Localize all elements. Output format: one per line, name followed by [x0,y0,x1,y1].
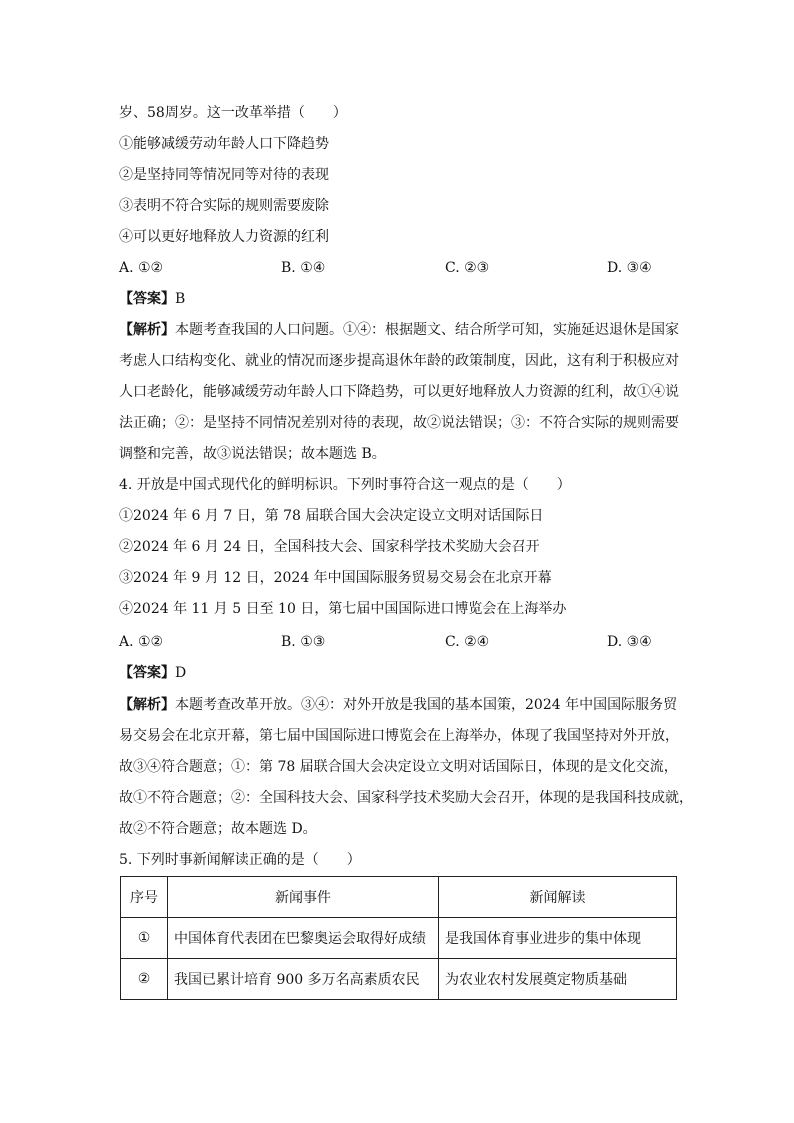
row-interpretation: 为农业农村发展奠定物质基础 [439,959,677,1000]
table-row [121,918,677,959]
q4-option-a: A. ①② [119,634,164,650]
answer-tag: 【答案】 [119,291,175,307]
q4-statement-2: ②2024 年 6 月 24 日，全国科技大会、国家科学技术奖励大会召开 [119,539,540,555]
q3-statement-3: ③表明不符合实际的规则需要废除 [119,198,329,214]
header-event: 新闻事件 [168,877,439,918]
answer-tag: 【答案】 [119,665,175,681]
q3-options [119,258,679,278]
q3-analysis-line-5: 调整和完善，故③说法错误；故本题选 B。 [119,446,386,462]
q4-analysis-line-4: 故①不符合题意；②：全国科技大会、国家科学技术奖励大会召开，体现的是我国科技成就， [119,790,693,806]
table-row [121,959,677,1000]
analysis-text: 本题考查我国的人口问题。①④：根据题文、结合所学可知，实施延迟退休是国家 [175,322,679,338]
q4-analysis-line-1 [119,695,677,715]
row-event: 中国体育代表团在巴黎奥运会取得好成绩 [168,918,439,959]
q5-stem: 5. 下列时事新闻解读正确的是（ ） [119,852,361,868]
row-number: ① [121,918,168,959]
analysis-tag: 【解析】 [119,322,175,338]
q3-answer [119,289,185,309]
q3-analysis-line-2: 考虑人口结构变化、就业的情况而逐步提高退休年龄的政策制度，因此，这有利于积极应对 [119,353,679,369]
row-event: 我国已累计培育 900 多万名高素质农民 [168,959,439,1000]
q3-stem-tail: 岁、58周岁。这一改革举措（ ） [119,105,347,121]
q4-statement-4: ④2024 年 11 月 5 日至 10 日，第七届中国国际进口博览会在上海举办 [119,601,567,617]
q3-statement-2: ②是坚持同等情况同等对待的表现 [119,167,329,183]
q3-analysis-line-3: 人口老龄化，能够减缓劳动年龄人口下降趋势，可以更好地释放人力资源的红利，故①④说 [119,384,679,400]
row-interpretation: 是我国体育事业进步的集中体现 [439,918,677,959]
q4-answer [119,663,186,683]
q3-statement-1: ①能够减缓劳动年龄人口下降趋势 [119,136,329,152]
q3-statement-4: ④可以更好地释放人力资源的红利 [119,229,329,245]
q3-analysis-line-1 [119,320,679,340]
q4-statement-3: ③2024 年 9 月 12 日，2024 年中国国际服务贸易交易会在北京开幕 [119,570,552,586]
q4-stem: 4. 开放是中国式现代化的鲜明标识。下列时事符合这一观点的是（ ） [119,477,571,493]
q3-option-c: C. ②③ [445,260,490,276]
header-number: 序号 [121,877,168,918]
row-number: ② [121,959,168,1000]
answer-value: D [175,665,187,681]
table-header-row [121,877,677,918]
q4-options [119,632,679,652]
news-table [120,876,677,1000]
q3-option-a: A. ①② [119,260,164,276]
q4-analysis-line-5: 故②不符合题意；故本题选 D。 [119,821,317,837]
answer-value: B [175,291,186,307]
q3-option-d: D. ③④ [607,260,652,276]
header-interpretation: 新闻解读 [439,877,677,918]
q4-analysis-line-2: 易交易会在北京开幕，第七届中国国际进口博览会在上海举办，体现了我国坚持对外开放， [119,728,679,744]
q4-option-c: C. ②④ [445,634,490,650]
q4-option-d: D. ③④ [607,634,652,650]
q4-statement-1: ①2024 年 6 月 7 日，第 78 届联合国大会决定设立文明对话国际日 [119,508,544,524]
analysis-text: 本题考查改革开放。③④：对外开放是我国的基本国策，2024 年中国国际服务贸 [175,697,678,713]
q3-analysis-line-4: 法正确；②：是坚持不同情况差别对待的表现，故②说法错误；③：不符合实际的规则需要 [119,415,679,431]
q4-analysis-line-3: 故③④符合题意；①：第 78 届联合国大会决定设立文明对话国际日，体现的是文化交流， [119,759,678,775]
q3-option-b: B. ①④ [281,260,326,276]
q4-option-b: B. ①③ [281,634,326,650]
analysis-tag: 【解析】 [119,697,175,713]
